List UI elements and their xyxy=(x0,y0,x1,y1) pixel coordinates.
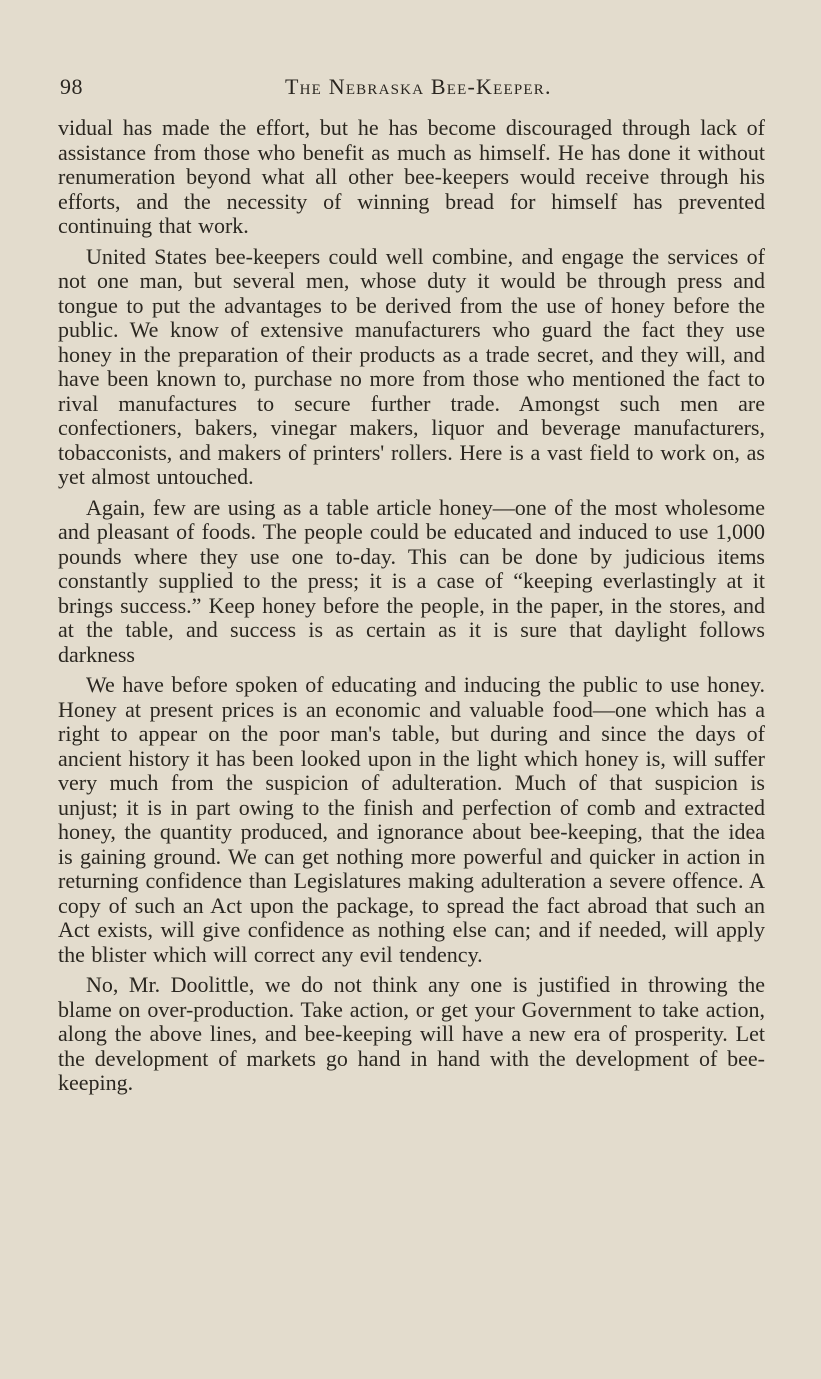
running-title: The Nebraska Bee-Keeper. xyxy=(285,74,552,99)
paragraph-table-article: Again, few are using as a table article honey—one of the most wholesome and pleasant of foods. The people could be educated and induced to use 1,000 pounds where they use one to-day. This can be done by judicious items constantly supplied to the press; it is a case of “keeping everlastingly at it brings success.” Keep honey before the people, in the paper, in the stores, and at the table, and success is as certain as it is sure that daylight follows darkness xyxy=(58,494,765,667)
paragraph-bee-keepers-combine: United States bee-keepers could well combine, and engage the services of not one man, but several men, whose duty it would be through press and tongue to put the advantages to be derived from the use of honey before the public. We know of extensive manufacturers who guard the fact they use honey in the preparation of their products as a trade secret, and they will, and have been known to, purchase no more from those who mentioned the fact to rival manufactures to secure further trade. Amongst such men are confectioners, bakers, vinegar makers, liquor and beverage manufacturers, tobacconists, and makers of printers' rollers. Here is a vast field to work on, as yet almost untouched. xyxy=(58,243,765,489)
paragraph-continuation: vidual has made the effort, but he has become discouraged through lack of assistance from those who benefit as much as himself. He has done it without renumeration beyond what all other bee-keepers would receive through his efforts, and the necessity of winning bread for himself has prevented continuing that work. xyxy=(58,115,765,238)
body-text xyxy=(58,116,765,1096)
paragraph-adulteration: We have before spoken of educating and inducing the public to use honey. Honey at present prices is an economic and valuable food—one which has a right to appear on the poor man's table, but during and since the days of ancient history it has been looked upon in the light which honey is, will suffer very much from the suspicion of adulteration. Much of that suspicion is unjust; it is in part owing to the finish and perfection of comb and extracted honey, the quantity produced, and ignorance about bee-keeping, that the idea is gaining ground. We can get nothing more powerful and quicker in action in returning confidence than Legislatures making adulteration a severe offence. A copy of such an Act upon the package, to spread the fact abroad that such an Act exists, will give confidence as nothing else can; and if needed, will apply the blister which will correct any evil tendency. xyxy=(58,672,765,967)
page-number: 98 xyxy=(60,74,83,99)
paragraph-conclusion: No, Mr. Doolittle, we do not think any one is justified in throwing the blame on over-production. Take action, or get your Government to take action, along the above lines, and bee-keeping will have a new era of prosperity. Let the development of markets go hand in hand with the development of bee-keeping. xyxy=(58,972,765,1095)
page-header xyxy=(60,74,765,104)
